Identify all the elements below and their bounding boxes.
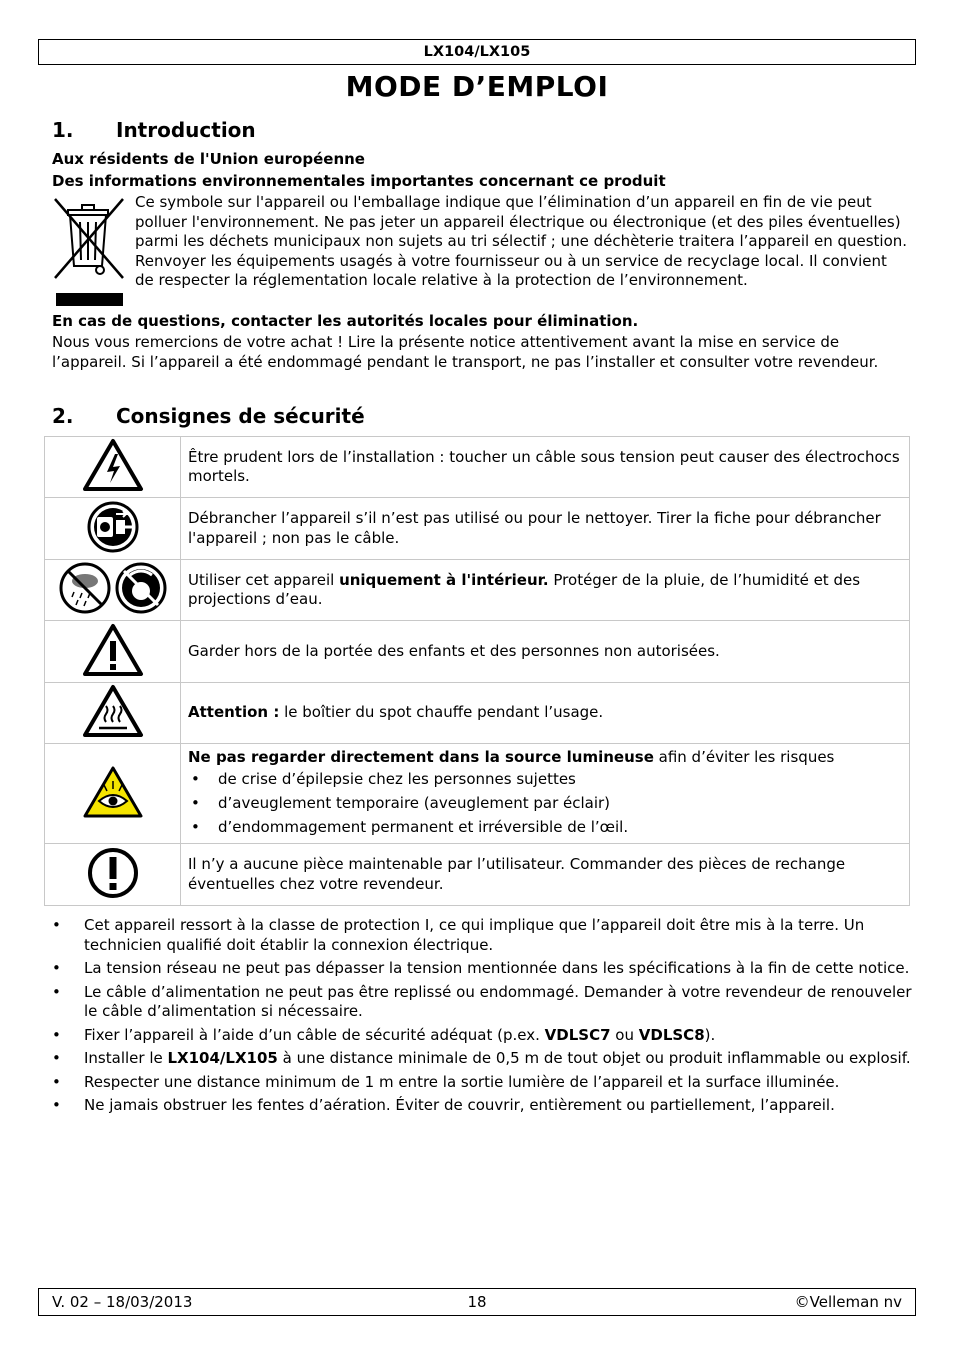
safety-text: Attention : le boîtier du spot chauffe pendant l’usage. (181, 683, 910, 744)
list-item: • Ne jamais obstruer les fentes d’aération. Éviter de couvrir, entièrement ou partiellement, l’appareil. (52, 1096, 835, 1114)
safety-row (45, 744, 910, 844)
safety-text: Garder hors de la portée des enfants et des personnes non autorisées. (181, 621, 910, 683)
exclamation-circle-icon (86, 846, 140, 900)
list-item: • Respecter une distance minimum de 1 m entre la sortie lumière de l’appareil et la surface illuminée. (52, 1072, 840, 1091)
env-heading: Des informations environnementales importantes concernant ce produit (52, 172, 666, 190)
safety-text: Être prudent lors de l’installation : toucher un câble sous tension peut causer des électrochocs mortels. (181, 437, 910, 498)
no-rain-icon (58, 561, 168, 615)
page-title: MODE D’EMPLOI (345, 70, 609, 103)
list-item: • Cet appareil ressort à la classe de protection I, ce qui implique que l’appareil doit être mis à la terre. Un technicien qualifié doit établir la connexion électrique. (52, 916, 865, 954)
risk-list (188, 767, 903, 839)
safety-bullet-list (52, 916, 912, 1120)
safety-text: Utiliser cet appareil uniquement à l'intérieur. Protéger de la pluie, de l’humidité et des projections d’eau. (181, 560, 910, 621)
list-item: • La tension réseau ne peut pas dépasser la tension mentionnée dans les spécifications à la fin de cette notice. (52, 959, 910, 977)
questions-text: En cas de questions, contacter les autorités locales pour élimination. (52, 312, 639, 330)
section-number: 2. (52, 404, 74, 428)
footer (38, 1288, 916, 1316)
footer-copyright: ©Velleman nv (794, 1293, 902, 1311)
safety-row (45, 498, 910, 560)
footer-page-number: 18 (467, 1293, 487, 1311)
list-item: • Fixer l’appareil à l’aide d’un câble de sécurité adéquat (p.ex. VDLSC7 ou VDLSC8). (52, 1025, 716, 1044)
list-item: • d’endommagement permanent et irréversible de l’œil. (188, 815, 903, 839)
high-voltage-warning-icon (82, 438, 144, 492)
section-number: 1. (52, 118, 74, 142)
weee-text: Ce symbole sur l'appareil ou l'emballage indique que l’élimination d’un appareil en fin de vie peut polluer l'environnement. Ne pas jeter un appareil électrique ou électronique (et des piles éventuelles) parmi les déchets municipaux non sujets au tri sélectif ; une déchèterie traitera l’appareil en question. Renvoyer les équipements usagés à votre fournisseur ou à un service de recyclage local. Il convient de respecter la réglementation locale relative à la protection de l’environnement. (135, 193, 908, 289)
list-item: • Le câble d’alimentation ne peut pas être replissé ou endommagé. Demander à votre revendeur de renouveler le câble d’alimentation si nécessaire. (52, 982, 912, 1020)
unplug-icon (86, 500, 140, 554)
section-title: Consignes de sécurité (116, 404, 365, 428)
safety-row (45, 621, 910, 683)
list-item: • d’aveuglement temporaire (aveuglement par éclair) (188, 791, 903, 815)
footer-version: V. 02 – 18/03/2013 (52, 1293, 193, 1311)
thanks-text: Nous vous remercions de votre achat ! Lire la présente notice attentivement avant la mise en service de l’appareil. Si l’appareil a été endommagé pendant le transport, ne pas l’installer et consulter votre revendeur. (52, 333, 879, 371)
header-model: LX104/LX105 (38, 39, 916, 65)
safety-row (45, 560, 910, 621)
hot-surface-warning-icon (82, 684, 144, 738)
safety-text: Ne pas regarder directement dans la source lumineuse afin d’éviter les risques • de crise d’épilepsie chez les personnes sujettes • d’aveuglement temporaire (aveuglement par éclair) • d’endommagement permanent et irréversible de l’œil. (181, 744, 910, 844)
safety-row (45, 844, 910, 906)
section-intro-heading (52, 118, 256, 142)
eu-heading: Aux résidents de l'Union européenne (52, 150, 365, 168)
safety-table (44, 436, 910, 906)
eye-light-warning-icon (82, 765, 144, 819)
list-item: • de crise d’épilepsie chez les personnes sujettes (188, 767, 903, 791)
safety-row (45, 437, 910, 498)
safety-row (45, 683, 910, 744)
section-title: Introduction (116, 118, 256, 142)
safety-text: Il n’y a aucune pièce maintenable par l’utilisateur. Commander des pièces de rechange éventuelles chez votre revendeur. (181, 844, 910, 906)
section-safety-heading (52, 404, 365, 428)
list-item: • Installer le LX104/LX105 à une distance minimale de 0,5 m de tout objet ou produit inflammable ou explosif. (52, 1049, 911, 1067)
safety-text: Débrancher l’appareil s’il n’est pas utilisé ou pour le nettoyer. Tirer la fiche pour débrancher l'appareil ; non pas le câble. (181, 498, 910, 560)
general-warning-icon (82, 623, 144, 677)
weee-bin-icon (52, 196, 126, 308)
